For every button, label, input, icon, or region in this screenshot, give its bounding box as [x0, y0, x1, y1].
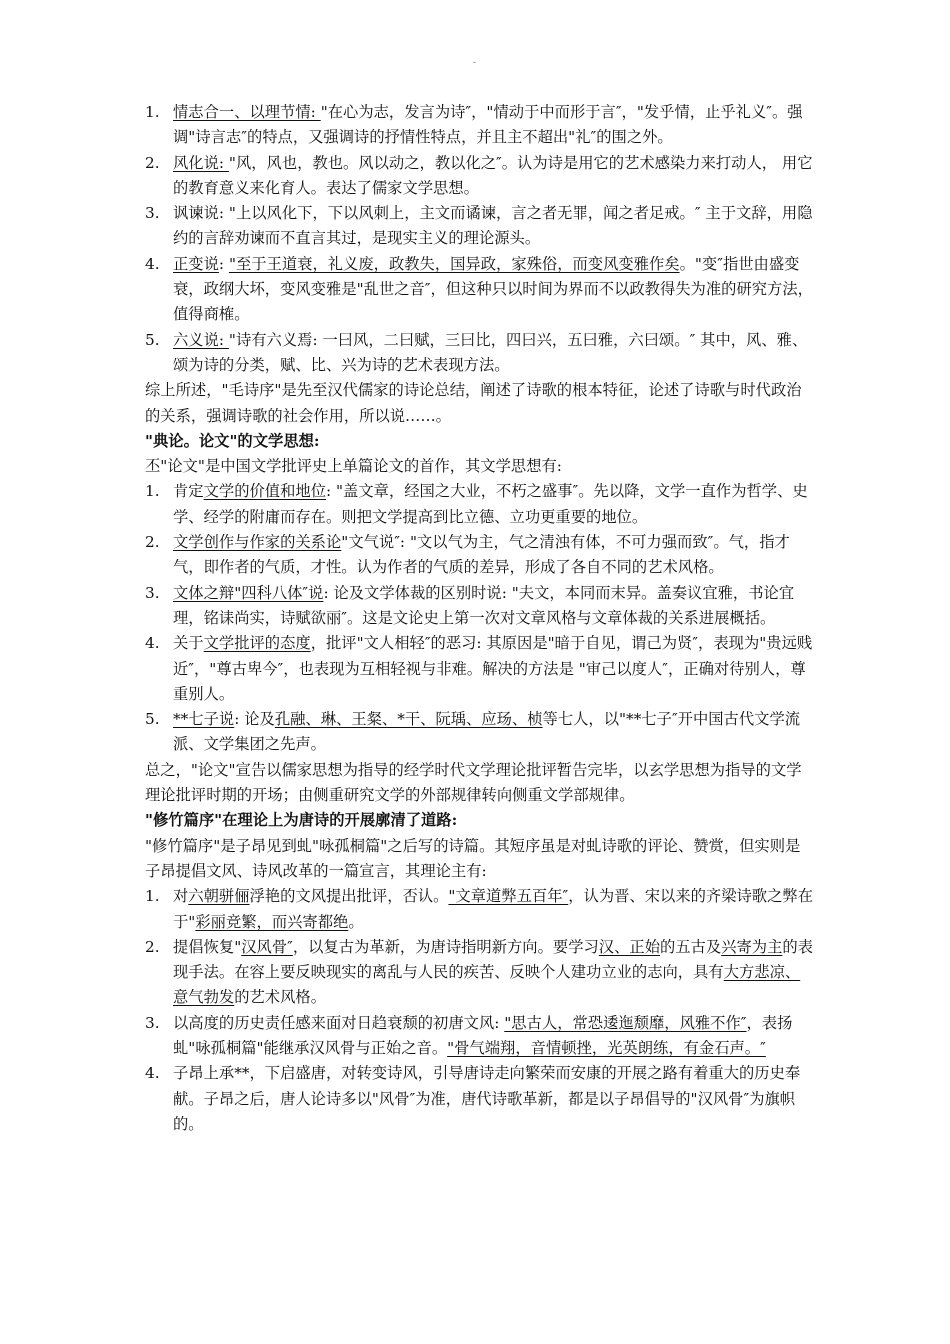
text-segment: : 论及: [234, 710, 275, 729]
xiuzhu-heading: "修竹篇序"在理论上为唐诗的开展廓清了道路:: [145, 811, 458, 830]
list-item: [145, 252, 813, 328]
underlined-phrase: 正变说: [173, 254, 219, 273]
item-number: 3.: [145, 204, 160, 223]
list-item: [145, 530, 813, 581]
item-number: 1.: [145, 103, 160, 121]
item-text: [173, 151, 813, 202]
item-text: [173, 1061, 813, 1137]
list-item: [145, 151, 813, 202]
document-page: [145, 100, 813, 1137]
item-text: [173, 479, 813, 530]
item-text: [173, 935, 813, 1011]
item-text: [173, 530, 813, 581]
item-text: [173, 581, 813, 632]
item-number: 4.: [145, 1064, 160, 1083]
list-item: [145, 631, 813, 707]
item-number: 4.: [145, 634, 160, 653]
text-segment: "文气说″: "文以气为主，气之清浊有体，不可力强而致″。气，指才气，即作者的气质，才性。认为作者的气质的差异，形成了各自不同的艺术风格。: [173, 533, 790, 577]
underlined-phrase: "文章道弊五百年″: [448, 887, 569, 906]
text-segment: : 论及文学体裁的区别时说: "夫文，本同而末异。盖奏议宜雅，书论宜理，铭诔尚实，诗赋欲丽″。这是文论史上第一次对文章风格与文章体裁的关系进展概括。: [173, 583, 795, 627]
xiuzhu-list: [145, 884, 813, 1137]
text-segment: 的艺术风格。: [234, 988, 326, 1007]
item-number: 4.: [145, 254, 160, 273]
underlined-phrase: 彩丽竞繁，而兴寄都绝: [195, 912, 349, 931]
text-segment: 等七人，以"**七子″开中国古代文学流派、文学集团之先声。: [173, 710, 801, 754]
item-text: [173, 252, 813, 328]
shixu-summary: 综上所述，"毛诗序"是先至汉代儒家的诗论总结，阐述了诗歌的根本特征，论述了诗歌与时代政治的关系，强调诗歌的社会作用，所以说……。: [145, 381, 802, 425]
text-segment: 关于: [173, 634, 204, 653]
item-text: [173, 631, 813, 707]
item-text: [173, 328, 813, 379]
underlined-phrase: 风化说:: [173, 153, 229, 172]
underlined-phrase: 汉、正始: [598, 937, 660, 956]
shixu-list: [145, 100, 813, 378]
text-segment: ，表扬虬"咏孤桐篇"能继承汉风骨与正始之音。: [173, 1013, 793, 1057]
text-segment: 对: [173, 887, 189, 906]
text-segment: :: [218, 254, 229, 273]
text-segment: 的表现手法。在容上要反映现实的离乱与人民的疾苦、反映个人建功立业的志向，具有: [173, 937, 814, 982]
dianlun-heading: "典论。论文"的文学思想:: [145, 431, 320, 450]
text-segment: ，以复古为革新，为唐诗指明新方向。要学习: [292, 937, 599, 956]
underlined-phrase: 兴寄为主: [721, 937, 783, 956]
item-number: 2.: [145, 937, 160, 956]
item-text: [173, 1011, 813, 1062]
item-text: [173, 201, 813, 252]
underlined-phrase: 六朝骈俪: [188, 887, 250, 906]
underlined-phrase: **七子说: [173, 710, 235, 729]
text-segment: : "盖文章，经国之大业，不朽之盛事″。先以降，文学一直作为哲学、史学、经学的附庸而存在。则把文学提高到比立德、立功更重要的地位。: [173, 482, 808, 526]
dianlun-list: [145, 479, 813, 757]
dianlun-summary: 总之，"论文"宣告以儒家思想为指导的经学时代文学理论批评暂告完毕，以玄学思想为指导的文学理论批评时期的开场；由侧重研究文学的外部规律转向侧重文学部规律。: [145, 760, 802, 805]
dianlun-intro: 丕"论文"是中国文学批评史上单篇论文的首作，其文学思想有:: [145, 457, 562, 476]
text-segment: 以高度的历史责任感来面对日趋衰颓的初唐文风:: [173, 1013, 505, 1032]
item-number: 3.: [145, 583, 160, 602]
item-text: [173, 884, 813, 935]
list-item: [145, 201, 813, 252]
item-text: [173, 707, 813, 758]
underlined-phrase: 六义说:: [173, 330, 229, 349]
underlined-phrase: "至于王道衰，礼义废，政教失，国异政，家殊俗，而变风变雅作矣: [228, 254, 680, 273]
list-item: [145, 707, 813, 758]
underlined-phrase: 汉风骨″: [241, 937, 293, 956]
underlined-phrase: 文学创作与作家的关系论: [173, 533, 342, 552]
text-segment: "诗有六义焉: 一曰风，二曰赋，三曰比，四曰兴，五曰雅，六曰颂。″ 其中，风、雅、颂为诗的分类，赋、比、兴为诗的艺术表现方法。: [173, 330, 808, 374]
text-segment: "风，风也，教也。风以动之，教以化之″。认为诗是用它的艺术感染力来打动人， 用它的教育意义来化育人。表达了儒家文学思想。: [173, 153, 813, 197]
item-text: [173, 100, 813, 151]
item-number: 2.: [145, 533, 160, 552]
text-segment: 肯定: [173, 482, 204, 501]
text-segment: 。: [348, 912, 364, 931]
list-item: [145, 479, 813, 530]
text-segment: "在心为志，发言为诗″，"情动于中而形于言″，"发乎情，止乎礼义″。强调"诗言志″的特点，又强调诗的抒情性特点，并且主不超出"礼″的围之外。: [173, 103, 803, 147]
list-item: [145, 884, 813, 935]
underlined-phrase: 文学批评的态度: [203, 634, 311, 653]
underlined-phrase: "思古人，常恐逶迤颓靡，风雅不作″: [504, 1013, 747, 1032]
item-number: 5.: [145, 710, 160, 729]
underlined-phrase: 文体之辩"四科八体″说: [173, 583, 324, 602]
text-segment: ，批评"文人相轻″的恶习: 其原因是"暗于自见，谓己为贤″，表现为"贵远贱近″，"尊古卑今″，也表现为互相轻视与非难。解决的方法是 "审己以度人″，正确对待别人，尊重别人。: [173, 634, 813, 703]
item-number: 1.: [145, 887, 160, 906]
list-item: [145, 1061, 813, 1137]
text-segment: ，认为晋、宋以来的齐梁诗歌之弊在于": [173, 887, 813, 931]
text-segment: 。"变″指世由盛变衰，政纲大坏，变风变雅是"乱世之音″，但这种只以时间为界而不以政教得失为准的研究方法，值得商榷。: [173, 254, 813, 324]
list-item: [145, 581, 813, 632]
item-number: 1.: [145, 482, 160, 501]
underlined-phrase: 大方悲凉、意气勃发: [173, 963, 801, 1007]
text-segment: 提倡恢复": [173, 937, 242, 956]
text-segment: 的五古及: [660, 937, 722, 956]
underlined-phrase: 孔融、琳、王粲、*干、阮瑀、应玚、桢: [274, 710, 543, 729]
list-item: [145, 1011, 813, 1062]
underlined-phrase: "骨气端翔，音情顿挫，光英朗练，有金石声。″: [447, 1038, 766, 1057]
item-number: 5.: [145, 330, 160, 349]
underlined-phrase: 文学的价值和地位: [203, 482, 326, 501]
list-item: [145, 100, 813, 151]
item-number: 2.: [145, 153, 160, 172]
list-item: [145, 328, 813, 379]
text-segment: 子昂上承**，下启盛唐，对转变诗风，引导唐诗走向繁荣而安康的开展之路有着重大的历史奉献。子昂之后，唐人论诗多以"风骨″为准，唐代诗歌革新，都是以子昂倡导的"汉风骨″为旗帜的。: [173, 1064, 801, 1133]
xiuzhu-intro: "修竹篇序"是子昂见到虬"咏孤桐篇"之后写的诗篇。其短序虽是对虬诗歌的评论、赞赏，但实则是子昂提倡文风、诗风改革的一篇宣言，其理论主有:: [145, 836, 801, 880]
item-number: 3.: [145, 1013, 160, 1032]
text-segment: 浮艳的文风提出批评，否认。: [249, 887, 449, 906]
underlined-phrase: 情志合一、以理节情:: [173, 103, 321, 121]
page-mark: -: [473, 58, 477, 68]
list-item: [145, 935, 813, 1011]
text-segment: 讽谏说: "上以风化下，下以风刺上，主文而谲谏，言之者无罪，闻之者足戒。″ 主于文辞，用隐约的言辞劝谏而不直言其过，是现实主义的理论源头。: [173, 204, 813, 248]
